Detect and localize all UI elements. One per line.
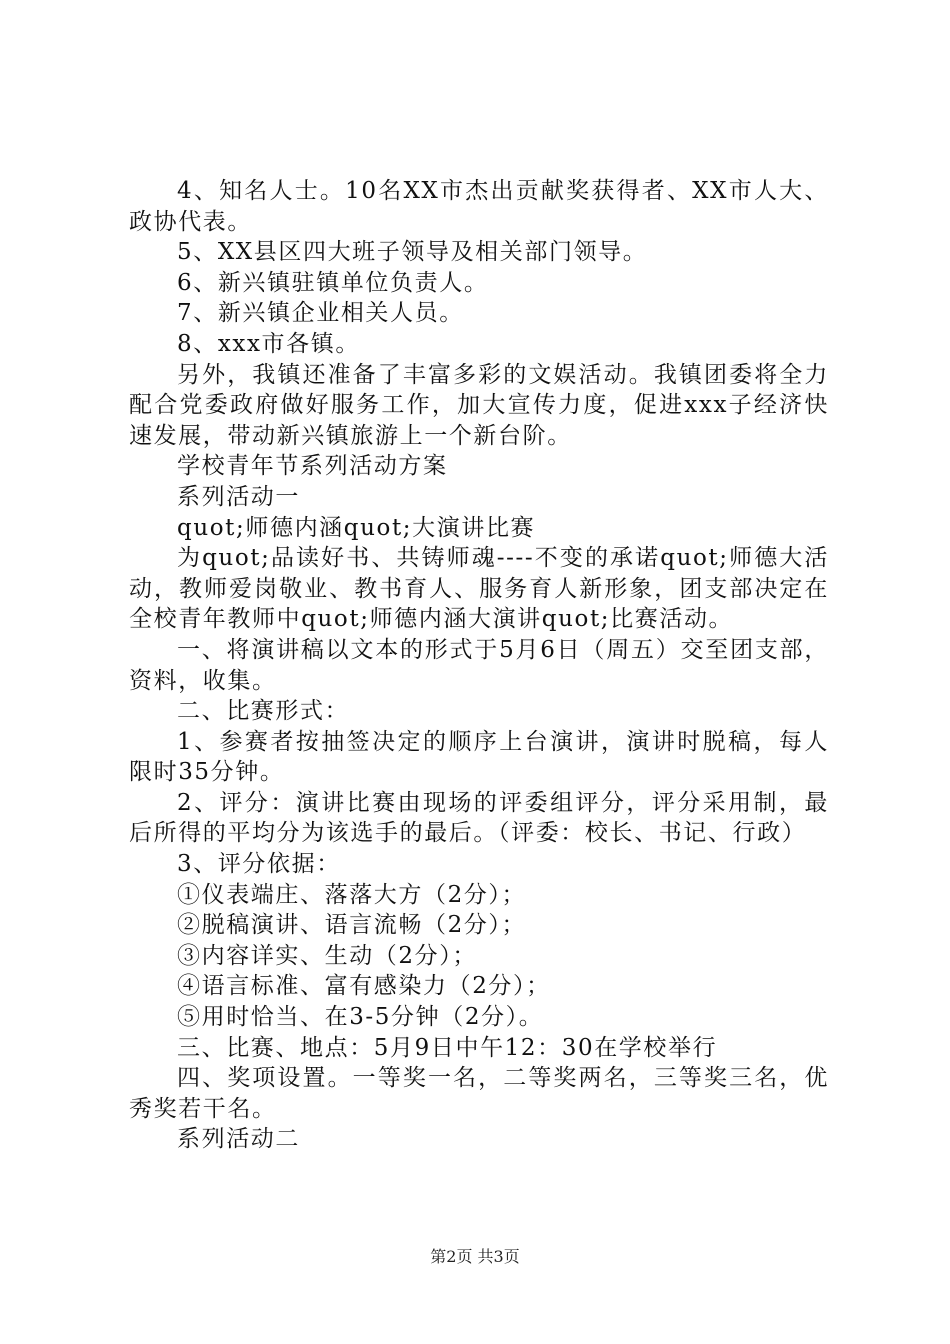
paragraph: 4、知名人士。10名XX市杰出贡献奖获得者、XX市人大、政协代表。: [129, 178, 829, 235]
activity-title: quot;师德内涵quot;大演讲比赛: [177, 514, 536, 541]
paragraph: 四、奖项设置。一等奖一名，二等奖两名，三等奖三名，优秀奖若干名。: [129, 1065, 829, 1122]
paragraph: 1、参赛者按抽签决定的顺序上台演讲，演讲时脱稿，每人限时35分钟。: [129, 728, 829, 786]
activity-heading: 系列活动一: [177, 483, 300, 510]
paragraph: 3、评分依据：: [177, 851, 341, 878]
page-footer: 第2页 共3页: [430, 1247, 520, 1266]
paragraph: 一、将演讲稿以文本的形式于5月6日（周五）交至团支部，资料，收集。: [129, 636, 829, 694]
paragraph: 三、比赛、地点：5月9日中午12：30在学校举行: [177, 1034, 718, 1061]
paragraph: 5、XX县区四大班子领导及相关部门领导。: [177, 239, 648, 266]
list-item: ①仪表端庄、落落大方（2分）；: [177, 881, 527, 908]
list-item: ⑤用时恰当、在3-5分钟（2分）。: [177, 1004, 544, 1031]
list-item: ②脱稿演讲、语言流畅（2分）；: [177, 912, 527, 939]
paragraph: 为quot;品读好书、共铸师魂----不变的承诺quot;师德大活动，教师爱岗敬业、教书育人、服务育人新形象，团支部决定在全校青年教师中quot;师德内涵大演讲quot;比赛活动。: [129, 545, 829, 633]
section-title: 学校青年节系列活动方案: [177, 453, 448, 480]
paragraph: 8、xxx市各镇。: [177, 330, 360, 357]
paragraph: 二、比赛形式：: [177, 698, 350, 725]
paragraph: 另外，我镇还准备了丰富多彩的文娱活动。我镇团委将全力配合党委政府做好服务工作，加大宣传力度，促进xxx子经济快速发展，带动新兴镇旅游上一个新台阶。: [129, 361, 829, 449]
list-item: ③内容详实、生动（2分）；: [177, 942, 477, 969]
list-item: ④语言标准、富有感染力（2分）；: [177, 973, 551, 1000]
paragraph: 6、新兴镇驻镇单位负责人。: [177, 269, 489, 296]
paragraph: 2、评分：演讲比赛由现场的评委组评分，评分采用制，最后所得的平均分为该选手的最后。（评委：校长、书记、行政）: [129, 789, 829, 847]
activity-heading: 系列活动二: [177, 1126, 300, 1153]
document-body: [129, 176, 829, 1155]
paragraph: 7、新兴镇企业相关人员。: [177, 300, 464, 327]
